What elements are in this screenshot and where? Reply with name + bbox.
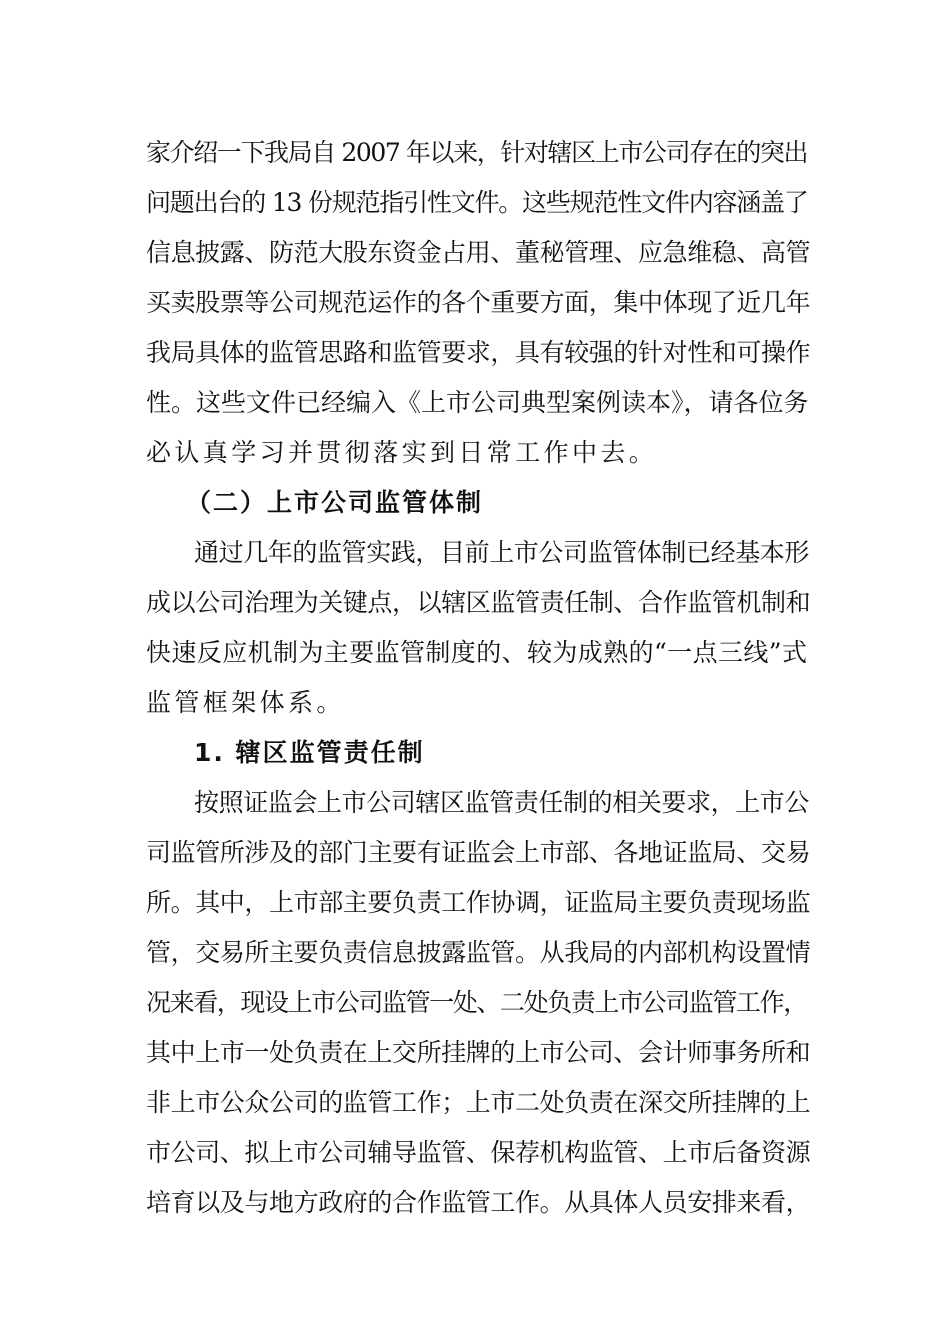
paragraph-line: 问题出台的 13 份规范指引性文件。这些规范性文件内容涵盖了 [146,188,808,217]
subsection-heading: 1. 辖区监管责任制 [194,738,425,767]
paragraph-line: 司监管所涉及的部门主要有证监会上市部、各地证监局、交易 [146,838,811,867]
paragraph-line: 通过几年的监管实践，目前上市公司监管体制已经基本形 [194,538,810,567]
paragraph-line: 市公司、拟上市公司辅导监管、保荐机构监管、上市后备资源 [146,1138,811,1167]
paragraph-line: 管，交易所主要负责信息披露监管。从我局的内部机构设置情 [146,938,811,967]
section-heading: （二）上市公司监管体制 [186,488,484,517]
paragraph-line: 必认真学习并贯彻落实到日常工作中去。 [146,438,658,467]
paragraph-line: 性。这些文件已经编入《上市公司典型案例读本》，请各位务 [146,388,809,417]
paragraph-line: 培育以及与地方政府的合作监管工作。从具体人员安排来看， [146,1188,811,1217]
paragraph-line: 其中上市一处负责在上交所挂牌的上市公司、会计师事务所和 [146,1038,811,1067]
paragraph-line: 信息披露、防范大股东资金占用、董秘管理、应急维稳、高管 [146,238,811,267]
paragraph-line: 监管框架体系。 [146,688,345,717]
paragraph-line: 我局具体的监管思路和监管要求，具有较强的针对性和可操作 [146,338,811,367]
paragraph-line: 非上市公众公司的监管工作；上市二处负责在深交所挂牌的上 [146,1088,811,1117]
paragraph-line: 买卖股票等公司规范运作的各个重要方面，集中体现了近几年 [146,288,811,317]
paragraph-line: 成以公司治理为关键点，以辖区监管责任制、合作监管机制和 [146,588,811,617]
paragraph-line: 家介绍一下我局自 2007 年以来，针对辖区上市公司存在的突出 [146,138,808,167]
paragraph-line: 所。其中，上市部主要负责工作协调，证监局主要负责现场监 [146,888,811,917]
paragraph-line: 按照证监会上市公司辖区监管责任制的相关要求，上市公 [194,788,810,817]
paragraph-line: 况来看，现设上市公司监管一处、二处负责上市公司监管工作， [146,988,807,1017]
paragraph-line: 快速反应机制为主要监管制度的、较为成熟的“一点三线”式 [146,638,808,667]
